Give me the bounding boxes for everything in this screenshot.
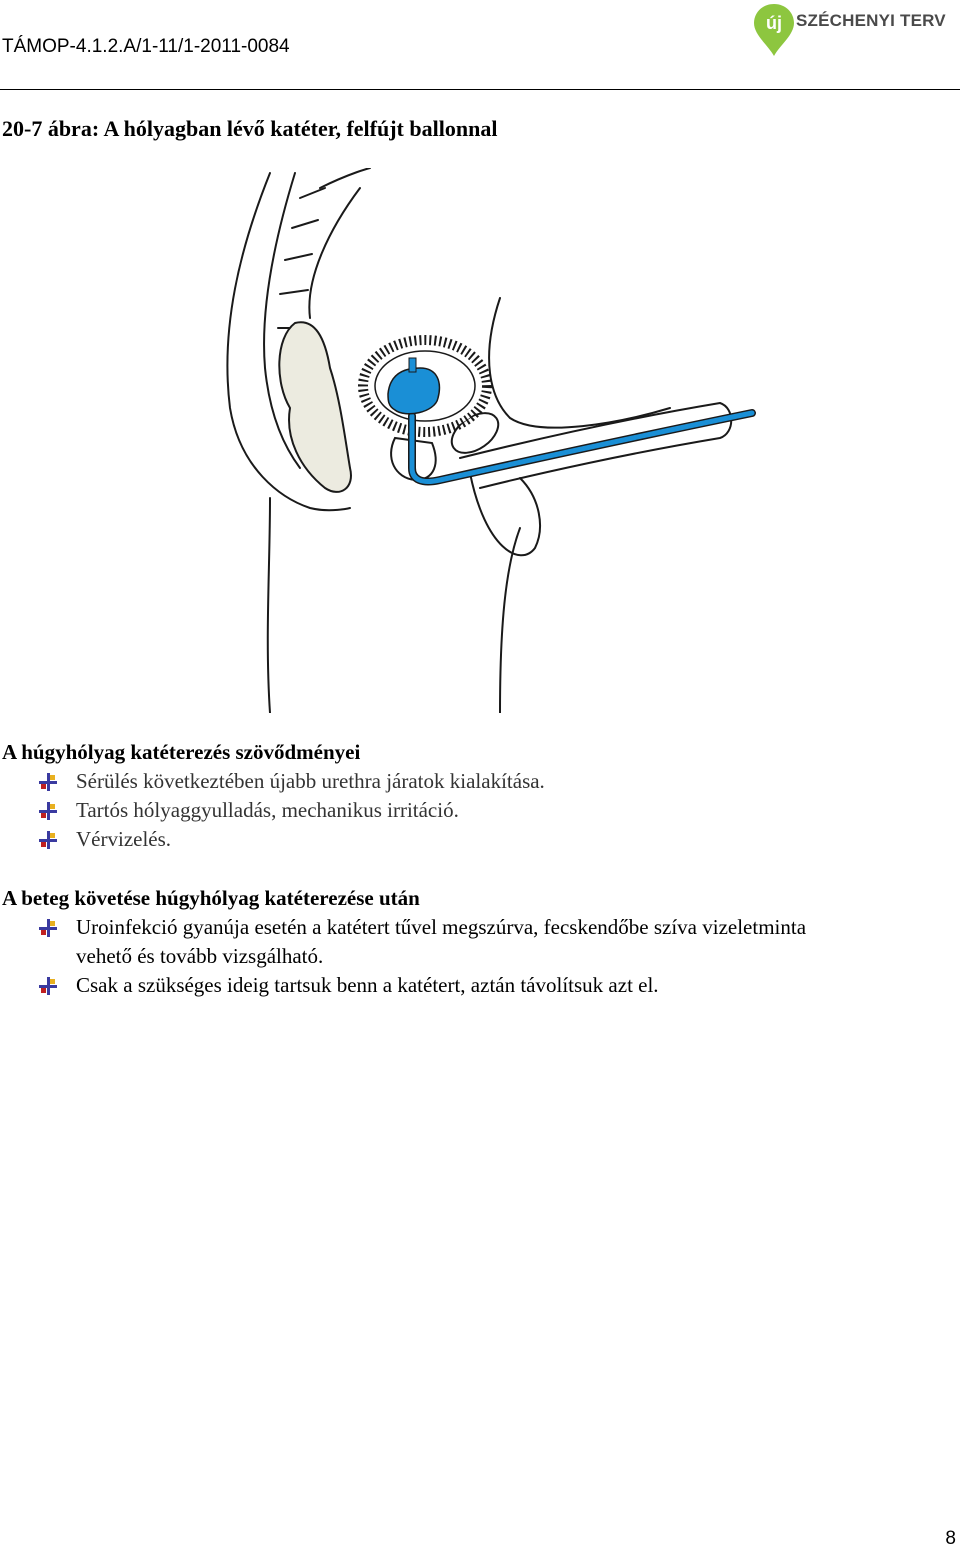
list-item-text: Sérülés következtében újabb urethra járatok kialakítása. [76, 769, 545, 793]
abdomen-line [309, 188, 360, 318]
bullet-icon [38, 976, 58, 996]
list-item [38, 767, 545, 796]
sacrum-curve [320, 168, 370, 188]
project-code: TÁMOP-4.1.2.A/1-11/1-2011-0084 [2, 36, 290, 57]
page-number: 8 [945, 1528, 956, 1549]
header-divider [0, 89, 960, 90]
followup-title: A beteg követése húgyhólyag katéterezése után [2, 886, 420, 910]
spine-vertebra-3 [285, 254, 312, 260]
bullet-icon [38, 830, 58, 850]
rectum [279, 322, 351, 492]
catheter-balloon [388, 368, 439, 414]
front-abdomen [489, 298, 670, 428]
logo-name: SZÉCHENYI TERV [796, 11, 946, 30]
bullet-icon [38, 918, 58, 938]
list-item [38, 796, 545, 825]
spine-vertebra-4 [280, 290, 308, 294]
catheter-tip [409, 358, 416, 372]
complications-list [38, 767, 545, 854]
spine-vertebra-2 [292, 220, 318, 228]
list-item-text: Vérvizelés. [76, 827, 172, 851]
bullet-icon [38, 801, 58, 821]
list-item-text: Uroinfekció gyanúja esetén a katétert tűvel megszúrva, fecskendőbe szíva vizeletminta vehető és tovább vizsgálható. [76, 915, 807, 968]
complications-title: A húgyhólyag katéterezés szövődményei [2, 740, 361, 764]
bullet-icon [38, 772, 58, 792]
leg-back [268, 498, 270, 713]
list-item-text: Csak a szükséges ideig tartsuk benn a katétert, aztán távolítsuk azt el. [76, 973, 659, 997]
catheter-illustration [200, 168, 760, 713]
spine-vertebra-1 [300, 188, 325, 198]
logo-mark: új [766, 13, 782, 33]
list-item [38, 913, 858, 971]
list-item-text: Tartós hólyaggyulladás, mechanikus irritáció. [76, 798, 459, 822]
scrotum [470, 473, 540, 555]
list-item [38, 971, 858, 1000]
figure-caption: 20-7 ábra: A hólyagban lévő katéter, felfújt ballonnal [2, 116, 498, 141]
followup-list [38, 913, 858, 1000]
list-item [38, 825, 545, 854]
